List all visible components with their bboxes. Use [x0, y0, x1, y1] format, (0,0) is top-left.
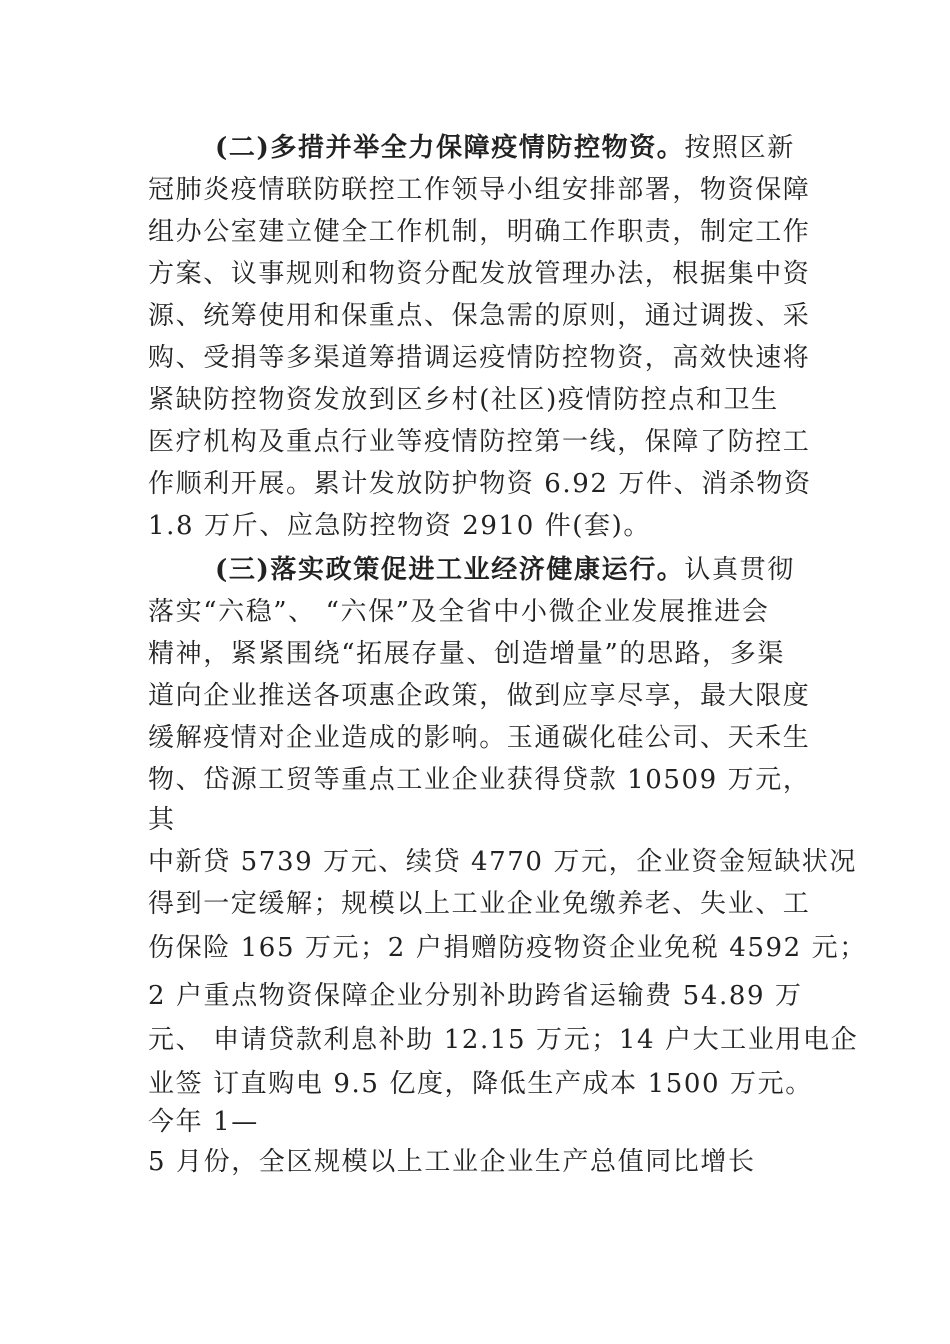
paragraph-line: 今年 1— [148, 1107, 259, 1137]
paragraph-line: 购、受捐等多渠道筹措调运疫情防控物资，高效快速将 [148, 343, 811, 373]
paragraph-line: 方案、议事规则和物资分配发放管理办法，根据集中资 [148, 259, 811, 289]
paragraph-line: 中新贷 5739 万元、续贷 4770 万元，企业资金短缺状况 [148, 847, 857, 877]
paragraph-line: 紧缺防控物资发放到区乡村(社区)疫情防控点和卫生 [148, 385, 779, 415]
paragraph-line: 源、统筹使用和保重点、保急需的原则，通过调拨、采 [148, 301, 811, 331]
paragraph-text: 认真贯彻 [684, 555, 795, 585]
paragraph-line: 其 [148, 805, 176, 835]
paragraph-line: 2 户重点物资保障企业分别补助跨省运输费 54.89 万 [148, 981, 803, 1011]
paragraph-line: 伤保险 165 万元；2 户捐赠防疫物资企业免税 4592 元； [148, 933, 867, 963]
paragraph-line: 落实“六稳”、 “六保”及全省中小微企业发展推进会 [148, 597, 770, 627]
paragraph-line: 道向企业推送各项惠企政策，做到应享尽享，最大限度 [148, 681, 811, 711]
paragraph-line: 5 月份，全区规模以上工业企业生产总值同比增长 [148, 1147, 756, 1177]
paragraph-line: 作顺利开展。累计发放防护物资 6.92 万件、消杀物资 [148, 469, 812, 499]
paragraph-line: 医疗机构及重点行业等疫情防控第一线，保障了防控工 [148, 427, 811, 457]
section2-heading: (二)多措并举全力保障疫情防控物资。 [215, 133, 685, 163]
paragraph-line: 物、岱源工贸等重点工业企业获得贷款 10509 万元， [148, 765, 811, 795]
paragraph-line: 1.8 万斤、应急防控物资 2910 件(套)。 [148, 511, 651, 541]
paragraph-line: 组办公室建立健全工作机制，明确工作职责，制定工作 [148, 217, 811, 247]
section3-heading: (三)落实政策促进工业经济健康运行。 [215, 555, 685, 585]
paragraph-text: 按照区新 [684, 133, 795, 163]
paragraph-line: 元、 申请贷款利息补助 12.15 万元；14 户大工业用电企 [148, 1025, 859, 1055]
section3-first-line [215, 553, 795, 587]
paragraph-line: 冠肺炎疫情联防联控工作领导小组安排部署，物资保障 [148, 175, 811, 205]
paragraph-line: 精神，紧紧围绕“拓展存量、创造增量”的思路，多渠 [148, 639, 785, 669]
paragraph-line: 缓解疫情对企业造成的影响。玉通碳化硅公司、天禾生 [148, 723, 811, 753]
section2-first-line [215, 131, 795, 165]
paragraph-line: 业签 订直购电 9.5 亿度，降低生产成本 1500 万元。 [148, 1069, 813, 1099]
paragraph-line: 得到一定缓解；规模以上工业企业免缴养老、失业、工 [148, 889, 811, 919]
